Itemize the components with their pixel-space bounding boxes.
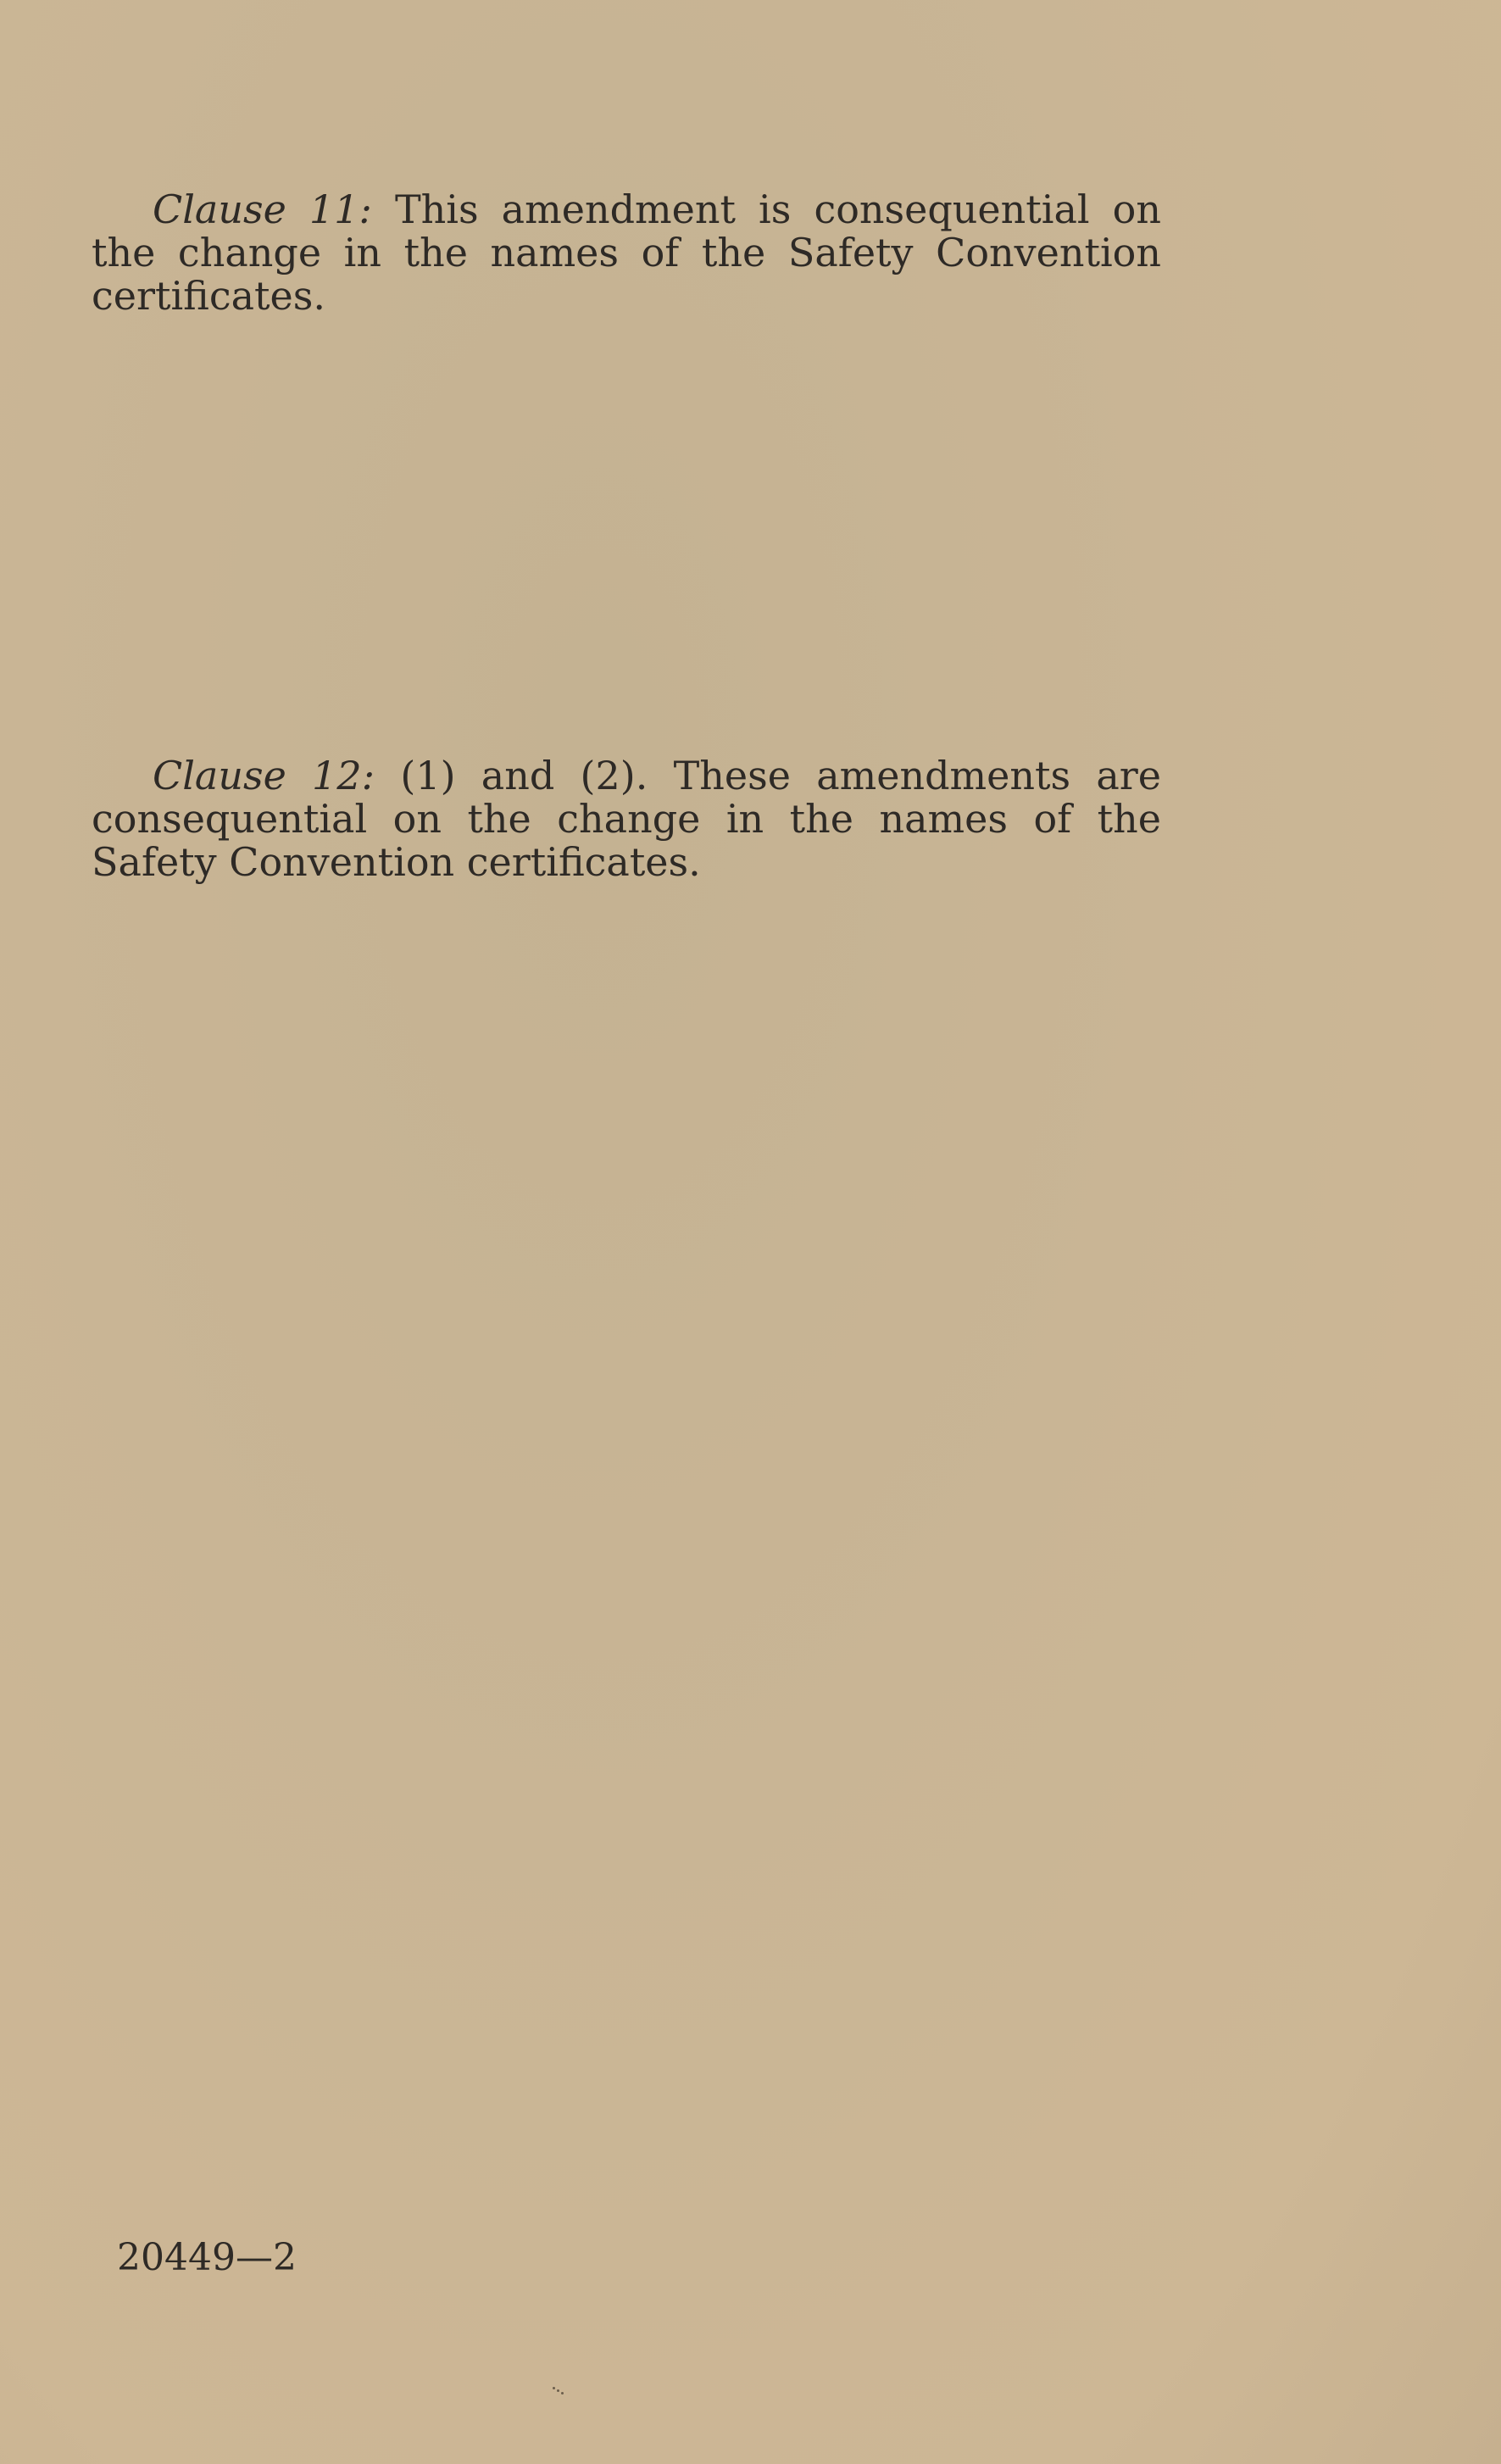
clause-11-paragraph xyxy=(92,188,1161,318)
clause-12-paragraph xyxy=(92,754,1161,884)
folio-number: 20449—2 xyxy=(117,2236,297,2279)
clause-11-label: Clause 11: xyxy=(153,186,372,232)
clause-12-label: Clause 12: xyxy=(153,753,375,798)
clause-11-text: This amendment is consequential on the change in the names of the Safety Convention certificates. xyxy=(92,186,1161,319)
paper-speck xyxy=(553,2387,564,2395)
clause-12-text: (1) and (2). These amendments are consequential on the change in the names of the Safety Convention certificates. xyxy=(92,753,1161,885)
